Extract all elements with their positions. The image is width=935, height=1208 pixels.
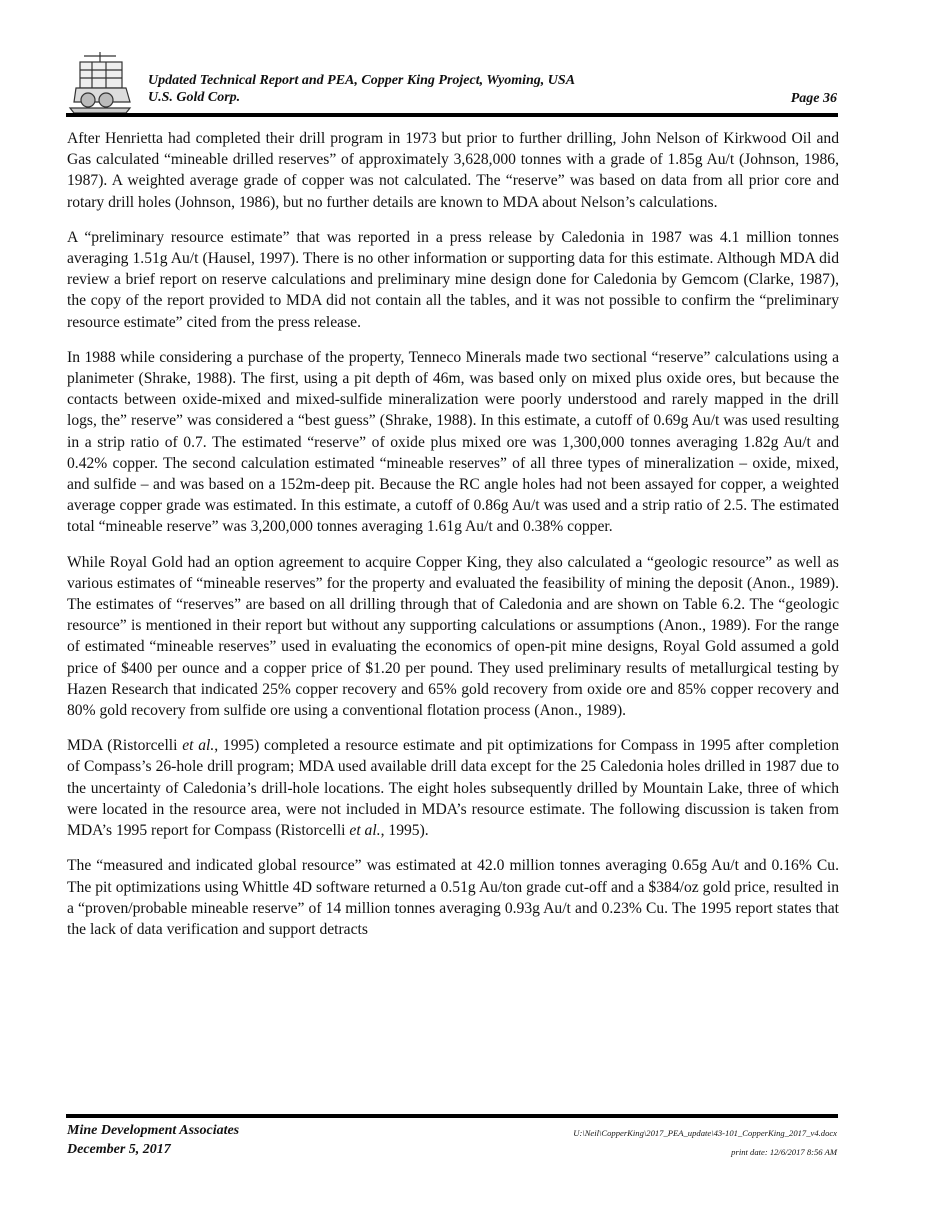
footer-right: [573, 1124, 837, 1162]
paragraph: [67, 735, 839, 841]
footer-file-path: U:\Neil\CopperKing\2017_PEA_update\43-101_CopperKing_2017_v4.docx: [573, 1128, 837, 1138]
text-run: MDA (Ristorcelli: [67, 737, 183, 755]
text-run: , 1995) completed a resource estimate and pit optimizations for Compass in 1995 after completion of Compass’s 26-hole drill program; MDA used available drill data except for the 25 Caledonia holes drilled in 1987 due to the uncertainty of Caledonia’s drill-hole locations. The eight holes subsequently drilled by Mountain Lake, three of which were located in the resource area, were not included in MDA’s resource estimate. The following discussion is taken from MDA’s 1995 report for Compass (Ristorcelli: [67, 737, 840, 840]
page-number: Page 36: [790, 91, 837, 106]
text-run: After Henrietta had completed their drill program in 1973 but prior to further drilling, John Nelson of Kirkwood Oil and Gas calculated “mineable drilled reserves” of approximately 3,628,000 tonnes with a grade of 1.85g Au/t (Johnson, 1986, 1987). A weighted average grade of copper was not calculated. The “reserve” was based on data from all prior core and rotary drill holes (Johnson, 1986), but no further details are known to MDA about Nelson’s calculations.: [67, 130, 839, 211]
text-run: The “measured and indicated global resource” was estimated at 42.0 million tonnes averaging 0.65g Au/t and 0.16% Cu. The pit optimizations using Whittle 4D software returned a 0.51g Au/ton grade cut-off and a $384/oz gold price, resulted in a “proven/probable mineable reserve” of 14 million tonnes averaging 0.93g Au/t and 0.23% Cu. The 1995 report states that the lack of data verification and support detracts: [67, 857, 839, 938]
footer-print-date: print date: 12/6/2017 8:56 AM: [731, 1147, 837, 1157]
report-title: Updated Technical Report and PEA, Copper King Project, Wyoming, USA: [148, 73, 576, 88]
report-header: [148, 72, 575, 106]
paragraph: [67, 227, 839, 333]
mining-machine-logo-icon: [66, 50, 134, 116]
text-run: , 1995).: [380, 822, 429, 840]
body-text: [67, 128, 839, 954]
italic-text-run: et al.: [182, 737, 215, 755]
footer-date: December 5, 2017: [67, 1142, 171, 1157]
footer-rule: [66, 1114, 838, 1118]
paragraph: [67, 128, 839, 213]
text-run: In 1988 while considering a purchase of the property, Tenneco Minerals made two sectional “reserve” calculations using a planimeter (Shrake, 1988). The first, using a pit depth of 46m, was based only on mixed plus oxide ores, but because the contacts between oxide-mixed and mixed-sulfide mineralization were poorly understood and rarely mapped in the drill logs, the” reserve” was considered a “best guess” (Shrake, 1988). In this estimate, a cutoff of 0.69g Au/t was used resulting in a strip ratio of 0.7. The estimated “reserve” of oxide plus mixed ore was 1,300,000 tonnes averaging 1.82g Au/t and 0.42% copper. The second calculation estimated “mineable reserves” of all three types of mineralization – oxide, mixed, and sulfide – and was based on a 152m-deep pit. Because the RC angle holes had not been assayed for copper, a weighted average copper grade was estimated. In this estimate, a cutoff of 0.86g Au/t was used and a strip ratio of 2.5. The estimated total “mineable reserve” was 3,200,000 tonnes averaging 1.61g Au/t and 0.38% copper.: [67, 348, 839, 536]
paragraph: [67, 855, 839, 940]
paragraph: [67, 552, 839, 722]
company-name: U.S. Gold Corp.: [148, 90, 241, 105]
footer-company: Mine Development Associates: [67, 1123, 240, 1138]
text-run: A “preliminary resource estimate” that was reported in a press release by Caledonia in 1987 was 4.1 million tonnes averaging 1.51g Au/t (Hausel, 1997). There is no other information or supporting data for this estimate. Although MDA did review a brief report on reserve calculations and preliminary mine design done for Caledonia by Gemcom (Clarke, 1987), the copy of the report provided to MDA did not contain all the tables, and it was not possible to confirm the “preliminary resource estimate” cited from the press release.: [67, 228, 839, 331]
paragraph: [67, 347, 839, 538]
footer-left: [67, 1121, 239, 1159]
italic-text-run: et al.: [349, 822, 381, 840]
text-run: While Royal Gold had an option agreement to acquire Copper King, they also calculated a “geologic resource” as well as various estimates of “mineable reserves” for the property and evaluated the feasibility of mining the deposit (Anon., 1989). The estimates of “reserves” are based on all drilling through that of Caledonia and are shown on Table 6.2. The “geologic resource” is mentioned in their report but without any supporting calculations or assumptions (Anon., 1989). For the range of estimated “mineable reserves” used in evaluating the economics of open-pit mine designs, Royal Gold assumed a gold price of $400 per ounce and a copper price of $1.20 per pound. They used preliminary results of metallurgical testing by Hazen Research that indicated 25% copper recovery and 65% gold recovery from oxide ore and 85% copper recovery and 80% gold recovery from sulfide ore using a conventional flotation process (Anon., 1989).: [67, 553, 839, 720]
header-rule: [66, 113, 838, 117]
